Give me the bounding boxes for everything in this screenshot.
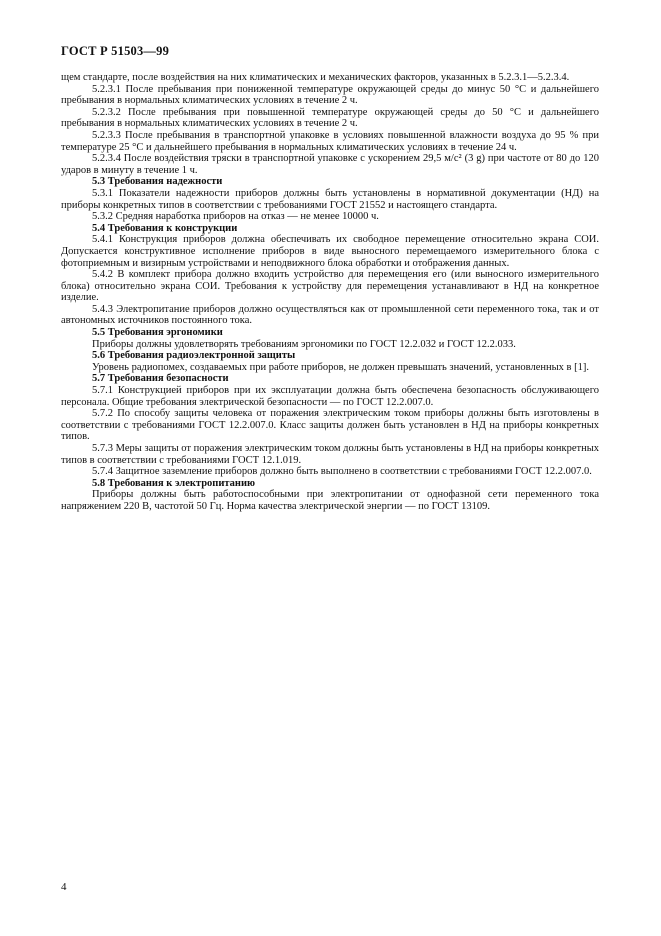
- paragraph: 5.7.1 Конструкцией приборов при их эксплуатации должна быть обеспечена безопасность обслуживающего персонала. Общие требования электрической безопасности — по ГОСТ 12.2.007.0.: [61, 385, 599, 408]
- paragraph: 5.3.2 Средняя наработка приборов на отказ — не менее 10000 ч.: [92, 211, 379, 223]
- paragraph: Уровень радиопомех, создаваемых при работе приборов, не должен превышать значений, установленных в [1].: [92, 361, 589, 373]
- paragraph: Приборы должны удовлетворять требованиям эргономики по ГОСТ 12.2.032 и ГОСТ 12.2.033.: [92, 338, 516, 350]
- page-number: 4: [61, 881, 67, 893]
- paragraph: 5.2.3.3 После пребывания в транспортной упаковке в условиях повышенной влажности воздуха до 95 % при температуре 25 °С и дальнейшего пребывания в нормальных климатических условиях в течение 24 ч.: [61, 129, 599, 153]
- paragraph: 5.7.4 Защитное заземление приборов должно быть выполнено в соответствии с требованиями ГОСТ 12.2.007.0.: [92, 466, 592, 478]
- paragraph: щем стандарте, после воздействия на них климатических и механических факторов, указанных в 5.2.3.1—5.2.3.4.: [61, 72, 570, 83]
- paragraph: 5.4.1 Конструкция приборов должна обеспечивать их свободное перемещение относительно экрана СОИ. Допускается конструктивное исполнение приборов в виде выносного перемещаемого измерительного блока с фотоприемным и визирным устройствами и неподвижного блока обработки и отображения данных.: [61, 234, 599, 269]
- section-heading: 5.5 Требования эргономики: [92, 327, 223, 339]
- paragraph: 5.7.2 По способу защиты человека от поражения электрическим током приборы должны быть изготовлены в соответствии с требованиями ГОСТ 12.2.007.0. Класс защиты должен быть установлен в НД на приборы конкретных типов.: [61, 408, 599, 443]
- paragraph: Приборы должны быть работоспособными при электропитании от однофазной сети переменного тока напряжением 220 В, частотой 50 Гц. Норма качества электрической энергии — по ГОСТ 13109.: [61, 489, 599, 512]
- section-heading: 5.3 Требования надежности: [92, 176, 223, 188]
- paragraph: 5.4.3 Электропитание приборов должно осуществляться как от промышленной сети переменного тока, так и от автономных источников постоянного тока.: [61, 303, 599, 327]
- section-heading: 5.6 Требования радиоэлектронной защиты: [92, 350, 296, 362]
- paragraph: 5.2.3.2 После пребывания при повышенной температуре окружающей среды до 50 °С и дальнейшего пребывания в нормальных климатических условиях в течение 2 ч.: [61, 106, 599, 130]
- document-header: ГОСТ Р 51503—99: [61, 44, 170, 58]
- document-body: [61, 72, 599, 513]
- section-heading: 5.4 Требования к конструкции: [92, 222, 238, 234]
- section-heading: 5.8 Требования к электропитанию: [92, 477, 256, 489]
- paragraph: 5.2.3.4 После воздействия тряски в транспортной упаковке с ускорением 29,5 м/с² (3 g) при частоте от 80 до 120 ударов в минуту в течение 1 ч.: [61, 153, 599, 176]
- paragraph: 5.2.3.1 После пребывания при пониженной температуре окружающей среды до минус 50 °С и дальнейшего пребывания в нормальных климатических условиях в течение 2 ч.: [61, 83, 599, 107]
- paragraph: 5.4.2 В комплект прибора должно входить устройство для перемещения его (или выносного измерительного блока) относительно экрана СОИ. Требования к устройству для перемещения устанавливают в НД на конкретное изделие.: [61, 269, 599, 304]
- paragraph: 5.3.1 Показатели надежности приборов должны быть установлены в нормативной документации (НД) на приборы конкретных типов в соответствии с требованиями ГОСТ 21552 и настоящего стандарта.: [61, 187, 599, 211]
- section-heading: 5.7 Требования безопасности: [92, 373, 229, 385]
- paragraph: 5.7.3 Меры защиты от поражения электрическим током должны быть установлены в НД на приборы конкретных типов в соответствии с требованиями ГОСТ 12.1.019.: [61, 443, 599, 466]
